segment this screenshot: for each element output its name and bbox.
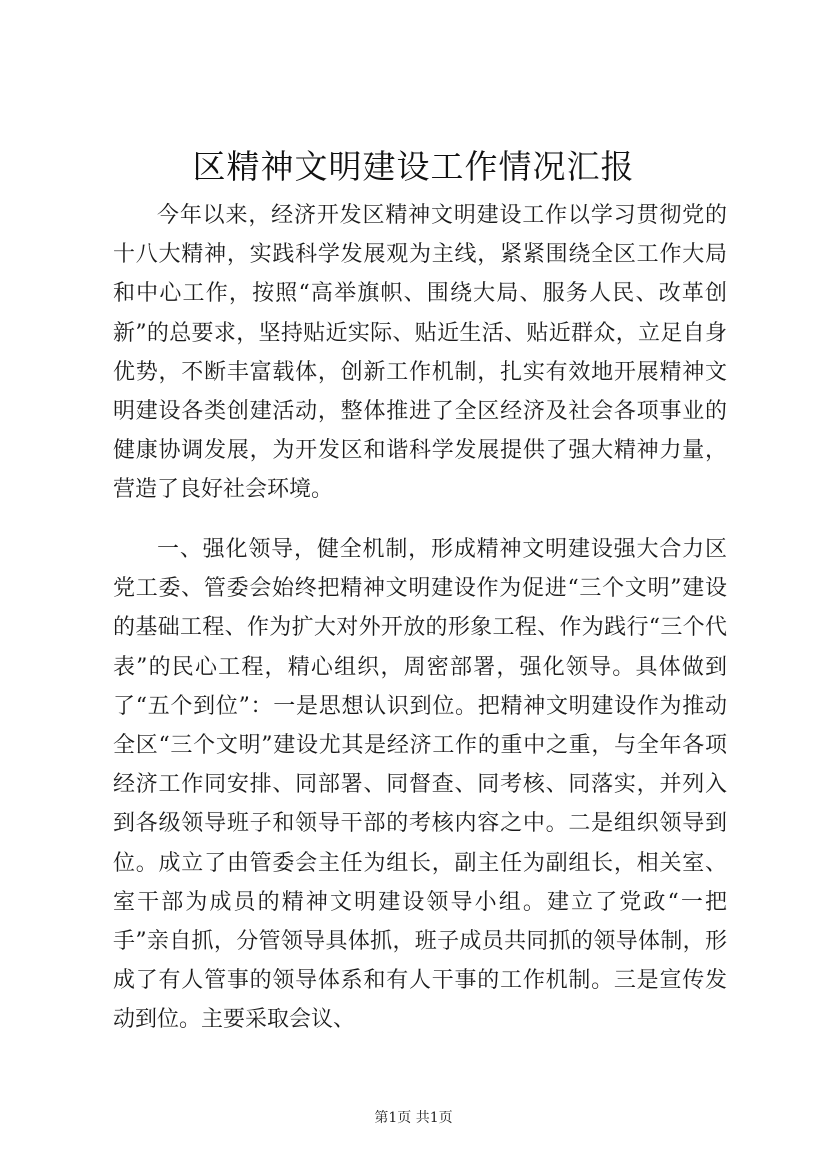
body-paragraph-1: 今年以来，经济开发区精神文明建设工作以学习贯彻党的十八大精神，实践科学发展观为主线，紧紧围绕全区工作大局和中心工作，按照“高举旗帜、围绕大局、服务人民、改革创新”的总要求，坚持贴近实际、贴近生活、贴近群众，立足自身优势，不断丰富载体，创新工作机制，扎实有效地开展精神文明建设各类创建活动，整体推进了全区经济及社会各项事业的健康协调发展，为开发区和谐科学发展提供了强大精神力量，营造了良好社会环境。 (113, 203, 727, 503)
body-paragraph-2: 一、强化领导，健全机制，形成精神文明建设强大合力区党工委、管委会始终把精神文明建设作为促进“三个文明”建设的基础工程、作为扩大对外开放的形象工程、作为践行“三个代表”的民心工程，精心组织，周密部署，强化领导。具体做到了“五个到位”：一是思想认识到位。把精神文明建设作为推动全区“三个文明”建设尤其是经济工作的重中之重，与全年各项经济工作同安排、同部署、同督查、同考核、同落实，并列入到各级领导班子和领导干部的考核内容之中。二是组织领导到位。成立了由管委会主任为组长，副主任为副组长，相关室、室干部为成员的精神文明建设领导小组。建立了党政“一把手”亲自抓，分管领导具体抓，班子成员共同抓的领导体制，形成了有人管事的领导体系和有人干事的工作机制。三是宣传发动到位。主要采取会议、 (113, 537, 727, 1033)
document-title: 区精神文明建设工作情况汇报 (192, 147, 635, 186)
page-footer: 第1页 共1页 (374, 1110, 453, 1126)
